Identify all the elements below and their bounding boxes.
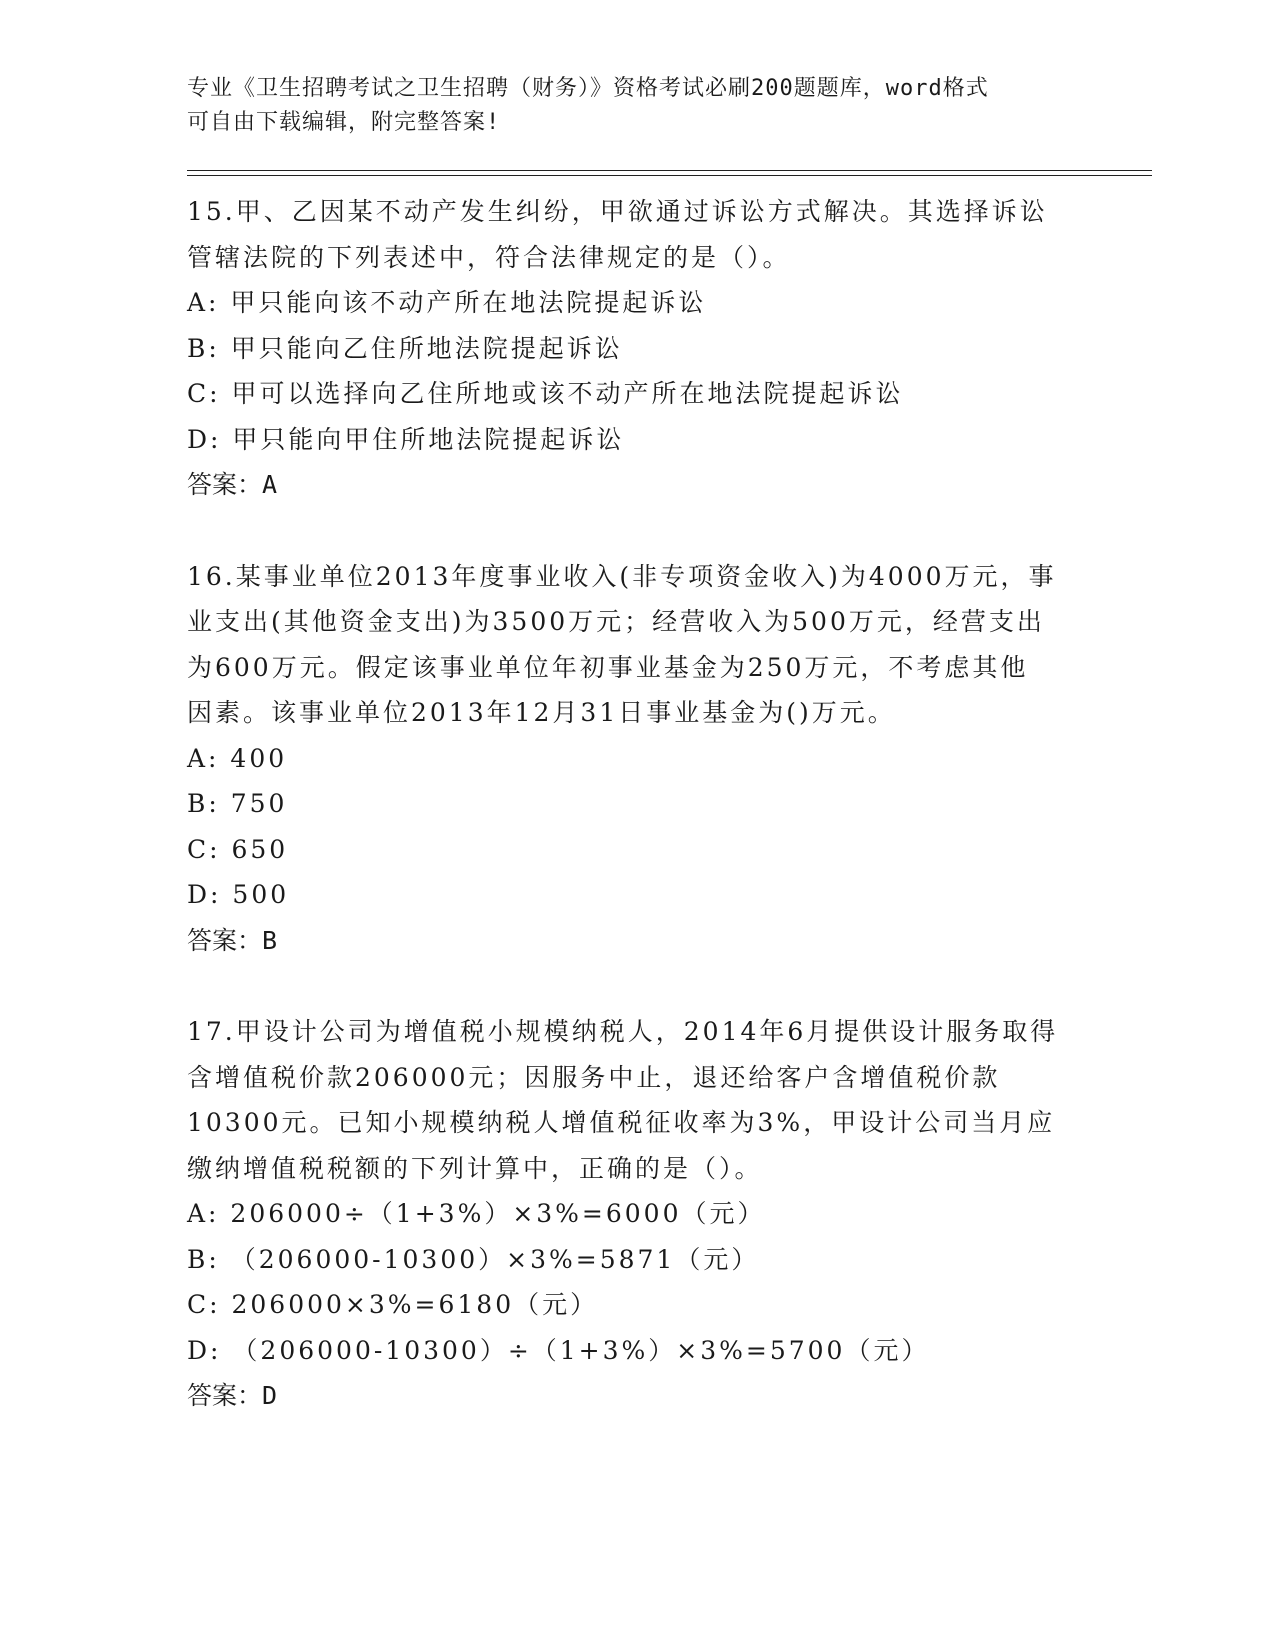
question-stem-line: 17.甲设计公司为增值税小规模纳税人，2014年6月提供设计服务取得 bbox=[187, 1017, 1059, 1046]
question-stem-line: 15.甲、乙因某不动产发生纠纷，甲欲通过诉讼方式解决。其选择诉讼 bbox=[187, 197, 1048, 226]
answer-line: 答案：A bbox=[187, 470, 278, 499]
answer-line: 答案：D bbox=[187, 1381, 278, 1410]
question-block bbox=[187, 1009, 1087, 1419]
question-block bbox=[187, 554, 1087, 964]
option-a: A: 400 bbox=[187, 743, 288, 773]
question-list bbox=[187, 189, 1087, 1465]
question-stem-line: 缴纳增值税税额的下列计算中，正确的是（）。 bbox=[187, 1153, 763, 1183]
question-stem-line: 含增值税价款206000元；因服务中止，退还给客户含增值税价款 bbox=[187, 1062, 1001, 1092]
question-stem-line: 管辖法院的下列表述中，符合法律规定的是（）。 bbox=[187, 242, 791, 272]
header-line: 专业《卫生招聘考试之卫生招聘（财务）》资格考试必刷200题题库，word格式 bbox=[187, 76, 989, 101]
question-stem-line: 16.某事业单位2013年度事业收入(非专项资金收入)为4000万元，事 bbox=[187, 561, 1057, 591]
answer-line: 答案：B bbox=[187, 925, 278, 955]
question-stem-line: 10300元。已知小规模纳税人增值税征收率为3%，甲设计公司当月应 bbox=[187, 1108, 1056, 1137]
option-d: D: 甲只能向甲住所地法院提起诉讼 bbox=[187, 424, 625, 454]
option-c: C: 650 bbox=[187, 834, 289, 864]
option-a: A: 甲只能向该不动产所在地法院提起诉讼 bbox=[187, 288, 707, 317]
header-line: 可自由下载编辑，附完整答案! bbox=[187, 110, 501, 135]
option-b: B: （206000-10300）×3%=5871（元） bbox=[187, 1244, 760, 1274]
option-c: C: 甲可以选择向乙住所地或该不动产所在地法院提起诉讼 bbox=[187, 379, 904, 408]
header-divider bbox=[187, 170, 1152, 171]
option-c: C: 206000×3%=6180（元） bbox=[187, 1290, 599, 1319]
question-stem-line: 业支出(其他资金支出)为3500万元；经营收入为500万元，经营支出 bbox=[187, 607, 1045, 636]
question-stem-line: 因素。该事业单位2013年12月31日事业基金为()万元。 bbox=[187, 698, 896, 727]
option-a: A: 206000÷（1+3%）×3%=6000（元） bbox=[187, 1199, 766, 1228]
question-stem-line: 为600万元。假定该事业单位年初事业基金为250万元，不考虑其他 bbox=[187, 652, 1029, 682]
option-b: B: 甲只能向乙住所地法院提起诉讼 bbox=[187, 333, 623, 363]
option-d: D: （206000-10300）÷（1+3%）×3%=5700（元） bbox=[187, 1335, 930, 1365]
document-header bbox=[187, 72, 1067, 140]
question-block bbox=[187, 189, 1087, 508]
header-divider bbox=[187, 175, 1152, 176]
option-b: B: 750 bbox=[187, 789, 288, 818]
option-d: D: 500 bbox=[187, 880, 290, 909]
